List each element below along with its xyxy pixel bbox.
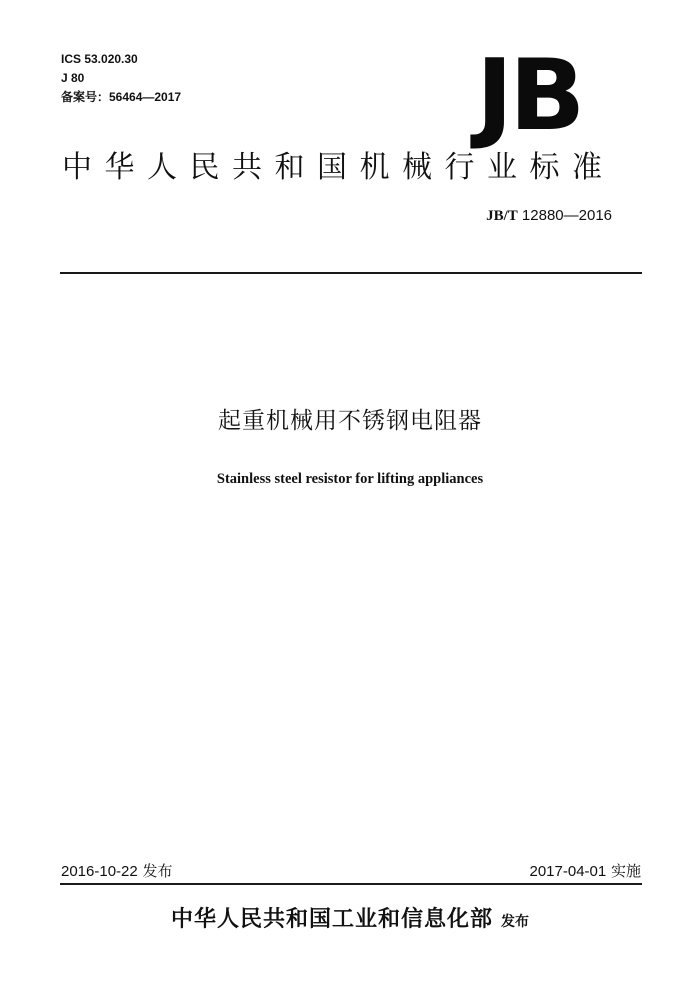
ics-code: ICS 53.020.30 [61, 52, 138, 66]
bottom-divider [60, 883, 642, 885]
document-title-english: Stainless steel resistor for lifting appliances [216, 471, 484, 487]
implementation-date-value: 2017-04-01 [529, 863, 607, 880]
classification-code: J 80 [61, 71, 85, 85]
implementation-date [529, 861, 641, 882]
publisher-name: 中华人民共和国工业和信息化部 [170, 907, 493, 932]
document-title-chinese: 起重机械用不锈钢电阻器 [218, 408, 482, 434]
issue-date [61, 861, 173, 882]
implementation-date-label: 实施 [606, 862, 641, 880]
publisher-suffix: 发布 [501, 914, 529, 930]
issuer-title: 中华人民共和国机械行业标准 [62, 150, 615, 185]
filing-number: 备案号：56464—2017 [61, 90, 182, 104]
issue-date-value: 2016-10-22 [61, 863, 138, 880]
classification-block [61, 50, 181, 107]
jb-logo: JB [476, 39, 582, 153]
standard-number-value: 12880—2016 [517, 207, 612, 224]
standard-number-prefix: JB/T [486, 208, 518, 224]
publisher-line [0, 905, 700, 937]
standard-number [486, 206, 612, 226]
top-divider [60, 272, 642, 274]
issue-date-label: 发布 [137, 862, 173, 880]
